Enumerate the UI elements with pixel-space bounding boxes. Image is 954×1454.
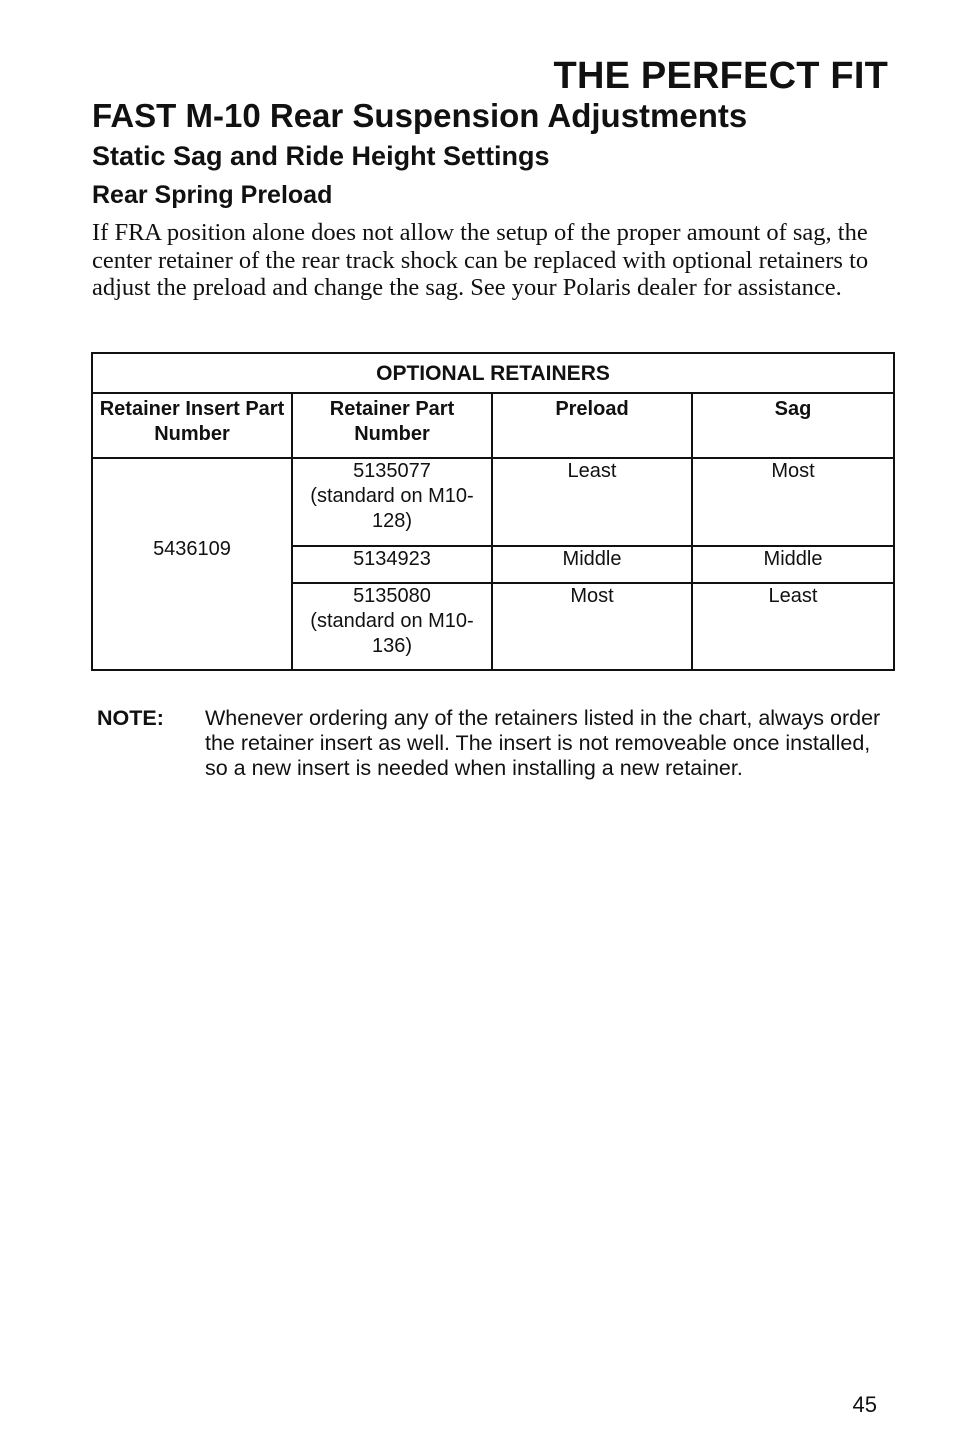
preload-cell: Middle [492, 546, 692, 583]
note-block [97, 706, 887, 781]
header-retainer-part: Retainer Part Number [292, 393, 492, 458]
subsection-title: Static Sag and Ride Height Settings [92, 141, 550, 171]
retainer-part-cell [292, 458, 492, 546]
sag-cell: Most [692, 458, 894, 546]
insert-part-number-cell: 5436109 [92, 458, 292, 670]
preload-cell: Most [492, 583, 692, 670]
sag-cell: Least [692, 583, 894, 670]
topic-title: Rear Spring Preload [92, 181, 333, 209]
note-text: Whenever ordering any of the retainers listed in the chart, always order the retainer insert as well. The insert is not removeable once installed, so a new insert is needed when installing a new retainer. [205, 706, 881, 780]
section-title: FAST M-10 Rear Suspension Adjustments [92, 97, 748, 134]
retainer-part-number: 5135077 [353, 460, 431, 482]
table-row [92, 458, 894, 546]
header-sag: Sag [692, 393, 894, 458]
table-header-row [92, 393, 894, 458]
preload-cell: Least [492, 458, 692, 546]
retainer-part-note: (standard on M10-136) [310, 610, 474, 657]
retainer-part-cell [292, 583, 492, 670]
table-caption-row [92, 353, 894, 393]
optional-retainers-table [91, 352, 895, 671]
table-caption: OPTIONAL RETAINERS [92, 353, 894, 393]
page-number: 45 [852, 1392, 877, 1417]
header-retainer-insert: Retainer Insert Part Number [92, 393, 292, 458]
chapter-title: THE PERFECT FIT [553, 55, 888, 97]
retainer-part-number: 5135080 [353, 585, 431, 607]
retainer-part-note: (standard on M10-128) [310, 485, 474, 532]
retainer-part-cell [292, 546, 492, 583]
body-paragraph: If FRA position alone does not allow the setup of the proper amount of sag, the center retainer of the rear track shock can be replaced with optional retainers to adjust the preload and change the sag. See your Polaris dealer for assistance. [92, 219, 869, 301]
header-preload: Preload [492, 393, 692, 458]
retainer-part-number: 5134923 [353, 548, 431, 570]
note-label: NOTE: [97, 706, 164, 730]
sag-cell: Middle [692, 546, 894, 583]
